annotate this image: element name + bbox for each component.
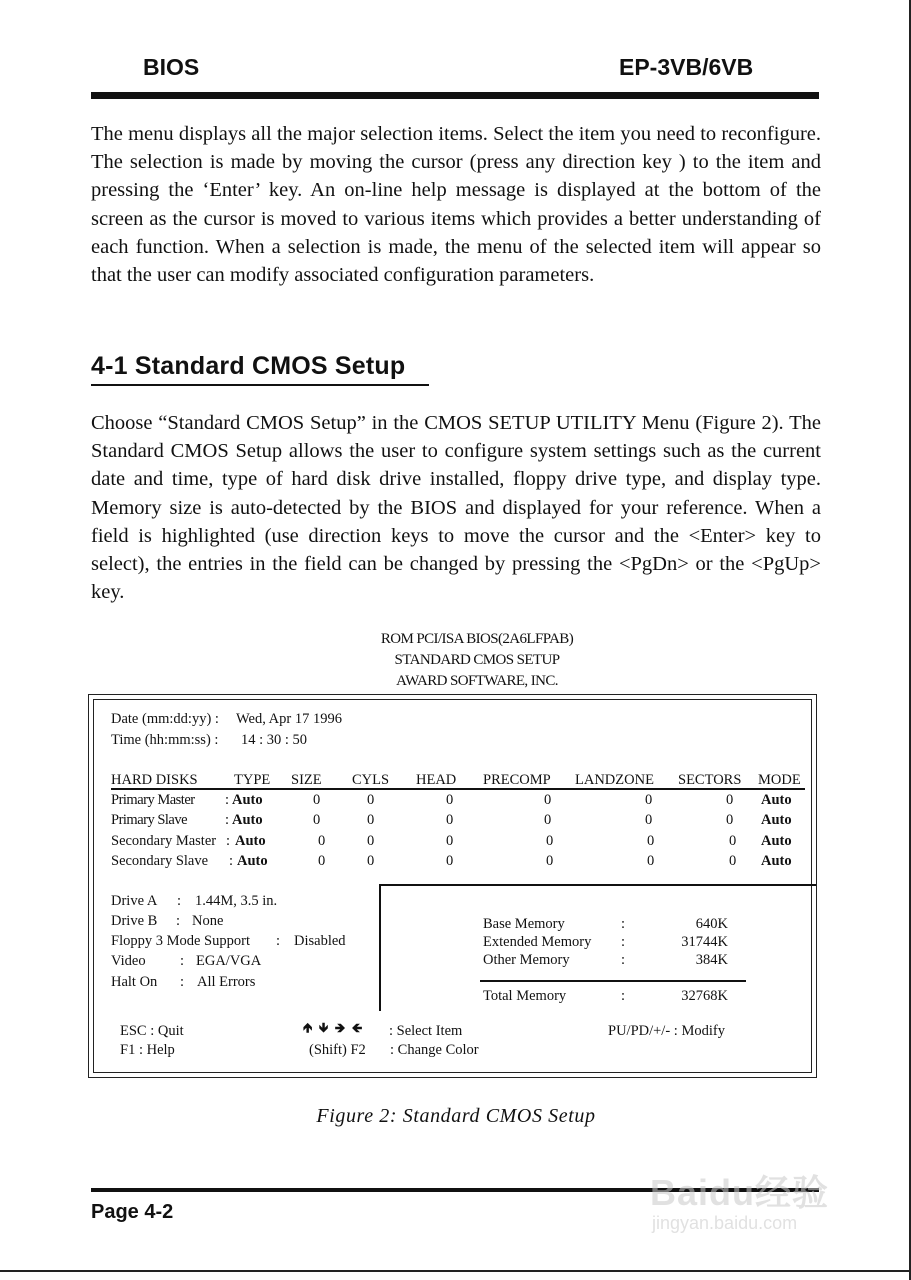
disk-type[interactable]: Auto bbox=[232, 792, 263, 808]
disk-cyls: 0 bbox=[367, 792, 375, 808]
setting-separator: : bbox=[176, 913, 181, 929]
memory-label: Extended Memory bbox=[483, 934, 592, 950]
disk-landzone: 0 bbox=[645, 812, 653, 828]
setting-label: Halt On bbox=[111, 974, 158, 990]
disk-head: 0 bbox=[446, 833, 454, 849]
disk-mode[interactable]: Auto bbox=[761, 812, 792, 828]
key-shift-f2: (Shift) F2 bbox=[309, 1042, 366, 1058]
disk-mode[interactable]: Auto bbox=[761, 853, 792, 869]
bios-title-line-1: ROM PCI/ISA BIOS(2A6LFPAB) bbox=[380, 631, 574, 647]
disk-head: 0 bbox=[446, 792, 454, 808]
setting-value[interactable]: 1.44M, 3.5 in. bbox=[195, 893, 278, 909]
disk-sectors: 0 bbox=[726, 792, 734, 808]
disk-type[interactable]: Auto bbox=[235, 833, 266, 849]
disk-precomp: 0 bbox=[544, 812, 552, 828]
memory-value: 32768K bbox=[681, 988, 728, 1004]
setting-value[interactable]: All Errors bbox=[197, 974, 256, 990]
memory-total-rule bbox=[480, 980, 746, 982]
memory-label: Other Memory bbox=[483, 952, 570, 968]
header-model: EP-3VB/6VB bbox=[619, 54, 754, 80]
memory-value: 31744K bbox=[681, 934, 728, 950]
disk-head: 0 bbox=[446, 812, 454, 828]
disk-separator: : bbox=[226, 833, 231, 849]
col-sectors: SECTORS bbox=[678, 772, 742, 788]
key-esc-quit: ESC : Quit bbox=[120, 1023, 184, 1039]
memory-separator: : bbox=[621, 988, 626, 1004]
col-type: TYPE bbox=[234, 772, 271, 788]
disk-precomp: 0 bbox=[546, 853, 554, 869]
section-title: 4-1 Standard CMOS Setup bbox=[91, 352, 406, 380]
disk-mode[interactable]: Auto bbox=[761, 833, 792, 849]
memory-value: 640K bbox=[695, 916, 728, 932]
disk-separator: : bbox=[229, 853, 234, 869]
disk-type[interactable]: Auto bbox=[237, 853, 268, 869]
disk-landzone: 0 bbox=[647, 833, 655, 849]
bios-title-line-3: AWARD SOFTWARE, INC. bbox=[396, 673, 558, 689]
key-f1-help: F1 : Help bbox=[120, 1042, 175, 1058]
drive-memory-divider bbox=[379, 884, 381, 1011]
setting-separator: : bbox=[177, 893, 182, 909]
setting-label: Drive A bbox=[111, 893, 158, 909]
setting-separator: : bbox=[180, 953, 185, 969]
baidu-watermark bbox=[640, 1145, 880, 1245]
disk-landzone: 0 bbox=[647, 853, 655, 869]
disk-size: 0 bbox=[318, 853, 326, 869]
date-label: Date (mm:dd:yy) : bbox=[111, 711, 219, 727]
section-paragraph: Choose “Standard CMOS Setup” in the CMOS SETUP UTILITY Menu (Figure 2). The Standard CMOS Setup allows the user to configure system settings such as the current date and time, type of hard disk drive installed, floppy drive type, and display type. Memory size is auto-detected by the BIOS and displayed for your reference. When a field is highlighted (use direction keys to move the cursor and the <Enter> key to select), the entries in the field can be changed by pressing the <PgDn> or the <PgUp> key. bbox=[91, 412, 821, 604]
key-modify: PU/PD/+/- : Modify bbox=[608, 1023, 725, 1039]
disk-precomp: 0 bbox=[546, 833, 554, 849]
setting-label: Drive B bbox=[111, 913, 158, 929]
watermark-logo: Baidu经验 bbox=[650, 1172, 830, 1213]
col-landzone: LANDZONE bbox=[575, 772, 654, 788]
memory-separator: : bbox=[621, 916, 626, 932]
page-number: Page 4-2 bbox=[91, 1201, 174, 1223]
disk-name: Primary Master bbox=[111, 792, 195, 808]
disk-cyls: 0 bbox=[367, 853, 375, 869]
bios-screen-frame-inner bbox=[93, 699, 812, 1073]
disk-mode[interactable]: Auto bbox=[761, 792, 792, 808]
date-value[interactable]: Wed, Apr 17 1996 bbox=[236, 711, 342, 727]
bios-title-line-2: STANDARD CMOS SETUP bbox=[394, 652, 560, 668]
disk-sectors: 0 bbox=[729, 853, 737, 869]
time-value[interactable]: 14 : 30 : 50 bbox=[241, 732, 308, 748]
disk-size: 0 bbox=[318, 833, 326, 849]
setting-value[interactable]: Disabled bbox=[294, 933, 346, 949]
disk-sectors: 0 bbox=[726, 812, 734, 828]
disk-head: 0 bbox=[446, 853, 454, 869]
disk-cyls: 0 bbox=[367, 833, 375, 849]
disk-name: Secondary Master bbox=[111, 833, 217, 849]
setting-separator: : bbox=[180, 974, 185, 990]
disk-name: Primary Slave bbox=[111, 812, 188, 828]
setting-value[interactable]: EGA/VGA bbox=[196, 953, 262, 969]
watermark-url: jingyan.baidu.com bbox=[652, 1213, 798, 1233]
column-header-rule bbox=[111, 788, 805, 790]
disk-type[interactable]: Auto bbox=[232, 812, 263, 828]
memory-label: Total Memory bbox=[483, 988, 567, 1004]
header-title: BIOS bbox=[143, 54, 200, 80]
disk-size: 0 bbox=[313, 792, 321, 808]
col-hard-disks: HARD DISKS bbox=[111, 772, 198, 788]
key-change-color: : Change Color bbox=[390, 1042, 479, 1058]
col-size: SIZE bbox=[291, 772, 322, 788]
disk-cyls: 0 bbox=[367, 812, 375, 828]
col-head: HEAD bbox=[416, 772, 457, 788]
col-mode: MODE bbox=[758, 772, 801, 788]
col-cyls: CYLS bbox=[352, 772, 390, 788]
arrow-keys-icon: 🡹 🡻 🡺 🡸 bbox=[303, 1021, 364, 1036]
disk-size: 0 bbox=[313, 812, 321, 828]
col-precomp: PRECOMP bbox=[483, 772, 551, 788]
setting-separator: : bbox=[276, 933, 281, 949]
section-title-underline bbox=[91, 384, 429, 386]
key-select-item: : Select Item bbox=[389, 1023, 463, 1039]
memory-box-top-rule bbox=[379, 884, 816, 886]
disk-sectors: 0 bbox=[729, 833, 737, 849]
memory-label: Base Memory bbox=[483, 916, 565, 932]
setting-label: Floppy 3 Mode Support bbox=[111, 933, 250, 949]
disk-precomp: 0 bbox=[544, 792, 552, 808]
setting-value[interactable]: None bbox=[192, 913, 224, 929]
figure-caption: Figure 2: Standard CMOS Setup bbox=[316, 1105, 596, 1127]
page-border-bottom bbox=[0, 1270, 911, 1272]
disk-separator: : bbox=[225, 812, 230, 828]
intro-paragraph: The menu displays all the major selection items. Select the item you need to reconfigure. The selection is made by moving the cursor (press any direction key ) to the item and pressing the ‘Enter’ key. An on-line help message is displayed at the bottom of the screen as the cursor is moved to various items which provides a better understanding of each function. When a selection is made, the menu of the selected item will appear so that the user can modify associated configuration parameters. bbox=[91, 123, 821, 287]
disk-name: Secondary Slave bbox=[111, 853, 209, 869]
setting-label: Video bbox=[111, 953, 146, 969]
memory-value: 384K bbox=[695, 952, 728, 968]
disk-landzone: 0 bbox=[645, 792, 653, 808]
header-rule bbox=[91, 92, 819, 99]
memory-separator: : bbox=[621, 952, 626, 968]
memory-separator: : bbox=[621, 934, 626, 950]
disk-separator: : bbox=[225, 792, 230, 808]
time-label: Time (hh:mm:ss) : bbox=[111, 732, 219, 748]
